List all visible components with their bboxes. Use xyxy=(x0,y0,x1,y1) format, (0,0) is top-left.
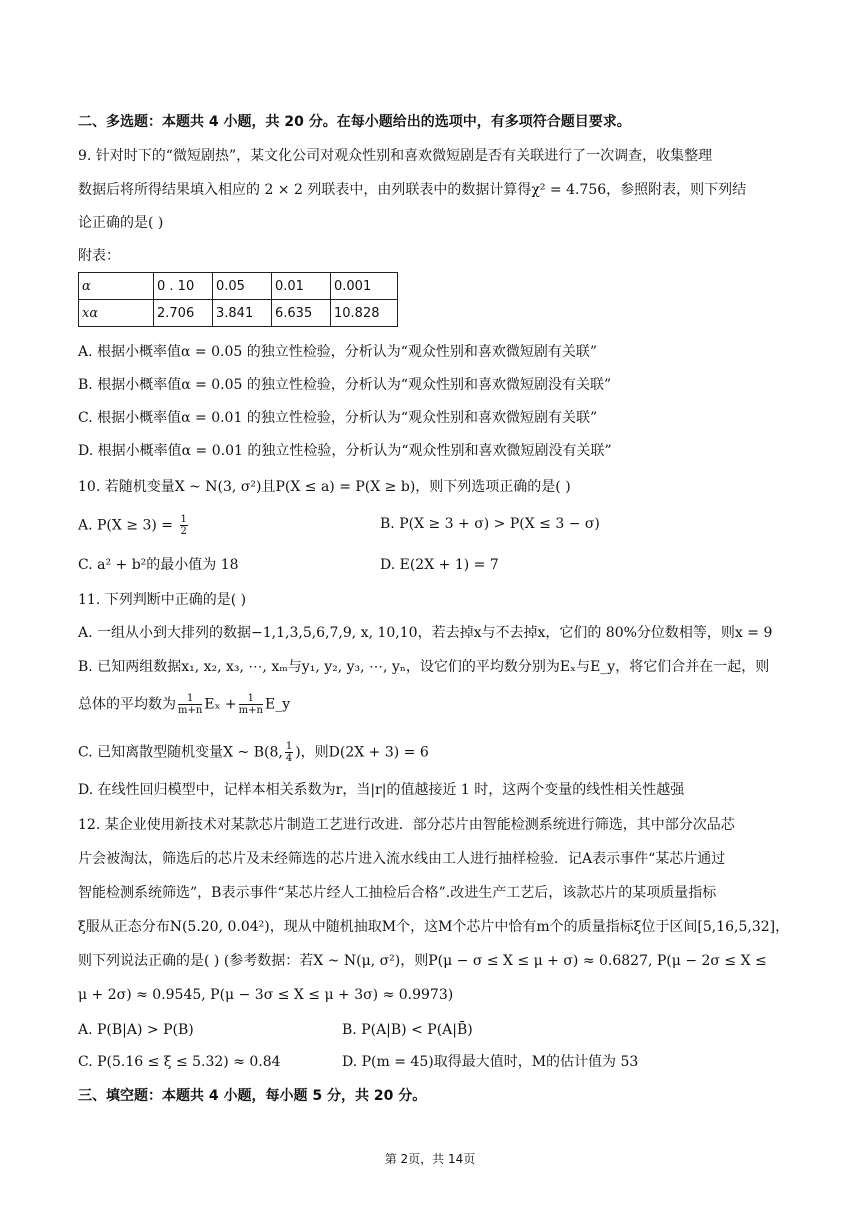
q11-option-b-line2 xyxy=(78,693,290,716)
table-cell: α xyxy=(79,273,154,300)
q11-option-c-text: )，则D(2X + 3) = 6 xyxy=(295,744,429,761)
q9-stem-line2: 数据后将所得结果填入相应的 2 × 2 列联表中，由列联表中的数据计算得χ² = 4.756，参照附表，则下列结 xyxy=(78,182,747,198)
q12-option-a: A. P(B|A) > P(B) xyxy=(78,1022,194,1038)
q12-option-d: D. P(m = 45)取得最大值时，M的估计值为 53 xyxy=(342,1054,639,1070)
q9-option-c: C. 根据小概率值α = 0.01 的独立性检验，分析认为“观众性别和喜欢微短剧有关联” xyxy=(78,410,598,426)
fraction xyxy=(178,693,202,716)
q11-option-b-line1: B. 已知两组数据x₁, x₂, x₃, ⋯, xₘ与y₁, y₂, y₃, ⋯, yₙ，设它们的平均数分别为Eₓ与E_y，将它们合并在一起，则 xyxy=(78,659,770,675)
q12-stem-line3: 智能检测系统筛选”，B表示事件“某芯片经人工抽检后合格”.改进生产工艺后，该款芯片的某项质量指标 xyxy=(78,885,717,901)
q11-option-c xyxy=(78,741,429,764)
q11-option-b-text: 总体的平均数为 xyxy=(78,696,176,713)
fraction xyxy=(285,741,293,764)
q9-stem-line1: 9. 针对时下的“微短剧热”，某文化公司对观众性别和喜欢微短剧是否有关联进行了一次调查，收集整理 xyxy=(78,148,713,164)
q9-option-d: D. 根据小概率值α = 0.01 的独立性检验，分析认为“观众性别和喜欢微短剧没有关联” xyxy=(78,443,612,459)
q11-option-b-term: E_y xyxy=(264,696,291,713)
table-row xyxy=(79,300,398,327)
table-cell: 3.841 xyxy=(213,300,272,327)
fraction-denominator: m+n xyxy=(238,705,263,716)
q12-stem-line6: μ + 2σ) ≈ 0.9545, P(μ − 3σ ≤ X ≤ μ + 3σ) ≈ 0.9973) xyxy=(78,987,454,1003)
table-cell: 0.05 xyxy=(213,273,272,300)
q12-option-b: B. P(A|B) < P(A|B̄) xyxy=(342,1022,473,1038)
q11-stem: 11. 下列判断中正确的是( ) xyxy=(78,592,247,608)
q11-option-b-term: Eₓ + xyxy=(204,696,237,713)
fraction-numerator: 1 xyxy=(285,741,293,752)
q12-stem-line5: 则下列说法正确的是( ) (参考数据：若X ~ N(μ, σ²)，则P(μ − σ ≤ X ≤ μ + σ) ≈ 0.6827, P(μ − 2σ ≤ X ≤ xyxy=(78,953,767,969)
q12-option-c: C. P(5.16 ≤ ξ ≤ 5.32) ≈ 0.84 xyxy=(78,1054,281,1070)
q11-option-c-text: (8, xyxy=(264,744,283,761)
q12-stem-line2: 片会被淘汰，筛选后的芯片及未经筛选的芯片进入流水线由工人进行抽样检验．记A表示事件“某芯片通过 xyxy=(78,851,726,867)
table-cell: 0.001 xyxy=(331,273,398,300)
table-cell: 0 . 10 xyxy=(154,273,213,300)
table-cell: 10.828 xyxy=(331,300,398,327)
q9-option-b: B. 根据小概率值α = 0.05 的独立性检验，分析认为“观众性别和喜欢微短剧没有关联” xyxy=(78,377,612,393)
q10-option-a xyxy=(78,514,190,537)
q11-option-d: D. 在线性回归模型中，记样本相关系数为r，当|r|的值越接近 1 时，这两个变量的线性相关性越强 xyxy=(78,782,685,798)
table-cell: 2.706 xyxy=(154,300,213,327)
q9-stem-line3: 论正确的是( ) xyxy=(78,215,164,231)
fraction-numerator: 1 xyxy=(180,514,187,525)
q10-option-c: C. a² + b²的最小值为 18 xyxy=(78,557,239,573)
page-footer: 第 2页，共 14页 xyxy=(384,1152,476,1166)
fraction xyxy=(180,514,188,537)
table-cell: xα xyxy=(79,300,154,327)
q10-option-a-text: A. P(X ≥ 3) = xyxy=(78,517,174,534)
fraction-numerator: 1 xyxy=(178,693,202,705)
q9-option-a: A. 根据小概率值α = 0.05 的独立性检验，分析认为“观众性别和喜欢微短剧有关联” xyxy=(78,344,598,360)
fraction xyxy=(239,693,263,716)
q12-stem-line4: ξ服从正态分布N(5.20, 0.04²)，现从中随机抽取M个，这M个芯片中恰有m个的质量指标ξ位于区间[5,16,5,32]， xyxy=(78,919,790,935)
q11-option-a: A. 一组从小到大排列的数据−1,1,3,5,6,7,9, x, 10,10，若去掉x与不去掉x，它们的 80%分位数相等，则x = 9 xyxy=(78,625,773,641)
table-cell: 6.635 xyxy=(272,300,331,327)
fraction-numerator: 1 xyxy=(239,693,263,705)
section3-heading: 三、填空题：本题共 4 小题，每小题 5 分，共 20 分。 xyxy=(78,1088,427,1104)
table-cell: 0.01 xyxy=(272,273,331,300)
section2-heading: 二、多选题：本题共 4 小题，共 20 分。在每小题给出的选项中，有多项符合题目要求。 xyxy=(78,114,631,130)
fraction-denominator: m+n xyxy=(178,705,203,716)
q10-stem: 10. 若随机变量X ~ N(3, σ²)且P(X ≤ a) = P(X ≥ b)，则下列选项正确的是( ) xyxy=(78,479,571,495)
table-row xyxy=(79,273,398,300)
q12-stem-line1: 12. 某企业使用新技术对某款芯片制造工艺进行改进．部分芯片由智能检测系统进行筛选，其中部分次品芯 xyxy=(78,817,735,833)
q10-option-d: D. E(2X + 1) = 7 xyxy=(380,557,499,573)
fraction-denominator: 4 xyxy=(285,753,293,764)
q9-reference-table xyxy=(78,272,398,327)
fraction-denominator: 2 xyxy=(180,526,187,537)
q10-option-b: B. P(X ≥ 3 + σ) > P(X ≤ 3 − σ) xyxy=(380,516,600,532)
q11-option-c-text: C. 已知离散型随机变量X ~ B xyxy=(78,744,264,761)
q9-appendix-label: 附表： xyxy=(78,248,120,264)
